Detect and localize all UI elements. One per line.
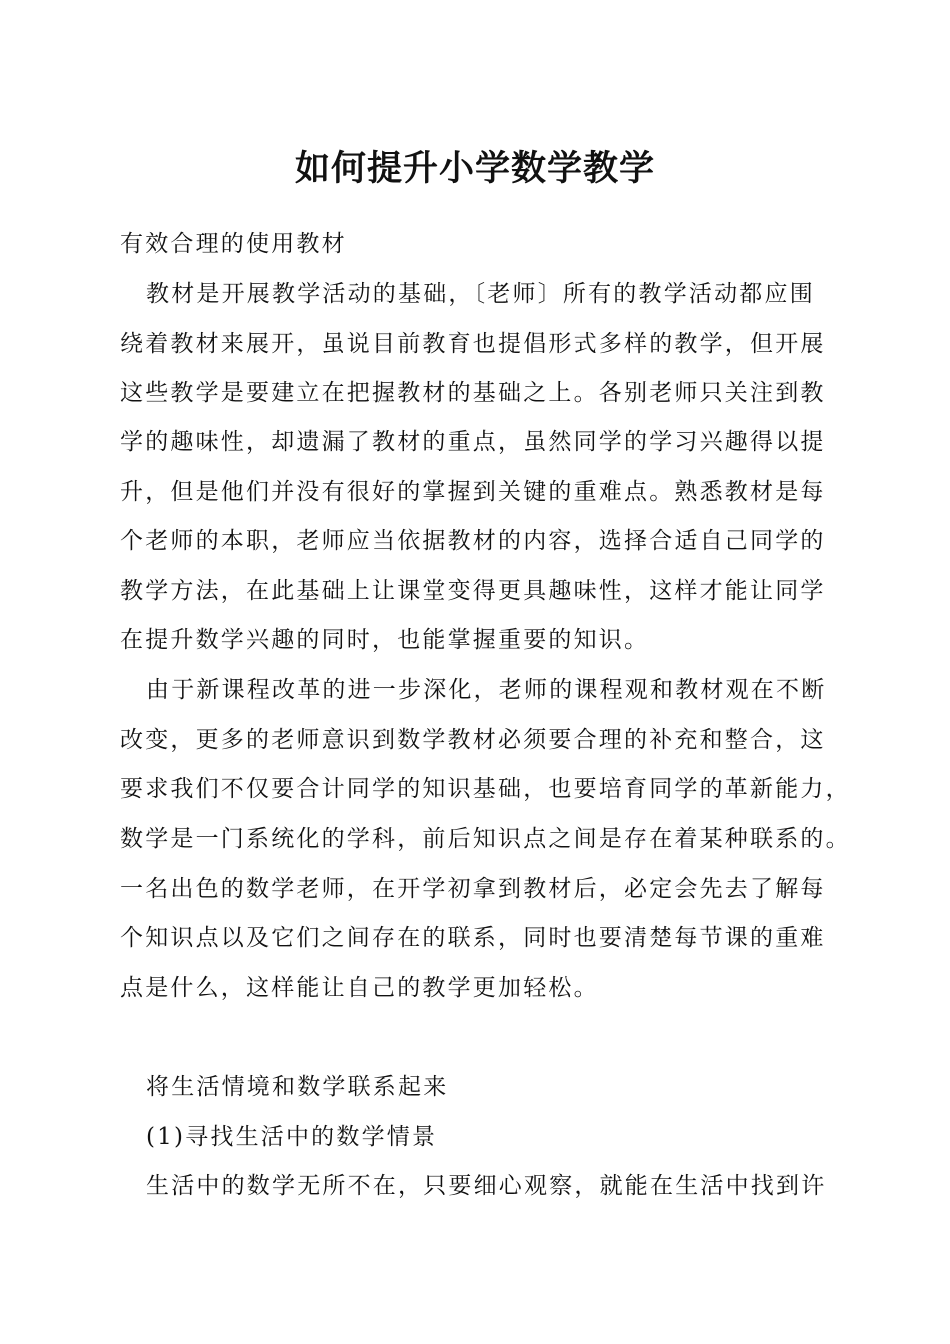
- paragraph-line: 教学方法，在此基础上让课堂变得更具趣味性，这样才能让同学: [120, 578, 826, 604]
- paragraph-line: 生活中的数学无所不在，只要细心观察，就能在生活中找到许: [146, 1173, 827, 1199]
- paragraph-line: 一名出色的数学老师，在开学初拿到教材后，必定会先去了解每: [120, 876, 826, 902]
- paragraph-line: 数学是一门系统化的学科，前后知识点之间是存在着某种联系的。: [120, 826, 851, 852]
- paragraph-line: 学的趣味性，却遗漏了教材的重点，虽然同学的学习兴趣得以提: [120, 429, 826, 455]
- paragraph-line: 升，但是他们并没有很好的掌握到关键的重难点。熟悉教材是每: [120, 479, 826, 505]
- document-title: 如何提升小学数学教学: [294, 148, 655, 189]
- paragraph-line: 由于新课程改革的进一步深化，老师的课程观和教材观在不断: [146, 677, 827, 703]
- paragraph-line: 要求我们不仅要合计同学的知识基础，也要培育同学的革新能力，: [120, 776, 851, 802]
- subsection-heading: (1)寻找生活中的数学情景: [146, 1124, 438, 1150]
- paragraph-line: 这些教学是要建立在把握教材的基础之上。各别老师只关注到教: [120, 380, 826, 406]
- paragraph-line: 在提升数学兴趣的同时，也能掌握重要的知识。: [120, 627, 650, 653]
- section-heading: 将生活情境和数学联系起来: [146, 1074, 449, 1100]
- section-heading: 有效合理的使用教材: [120, 231, 347, 257]
- paragraph-line: 个知识点以及它们之间存在的联系，同时也要清楚每节课的重难: [120, 925, 826, 951]
- paragraph-line: 个老师的本职，老师应当依据教材的内容，选择合适自己同学的: [120, 528, 826, 554]
- paragraph-line: 改变，更多的老师意识到数学教材必须要合理的补充和整合，这: [120, 727, 826, 753]
- paragraph-line: 点是什么，这样能让自己的教学更加轻松。: [120, 975, 599, 1001]
- paragraph-line: 绕着教材来展开，虽说目前教育也提倡形式多样的教学，但开展: [120, 331, 826, 357]
- paragraph-line: 教材是开展教学活动的基础，〔老师〕所有的教学活动都应围: [146, 281, 815, 307]
